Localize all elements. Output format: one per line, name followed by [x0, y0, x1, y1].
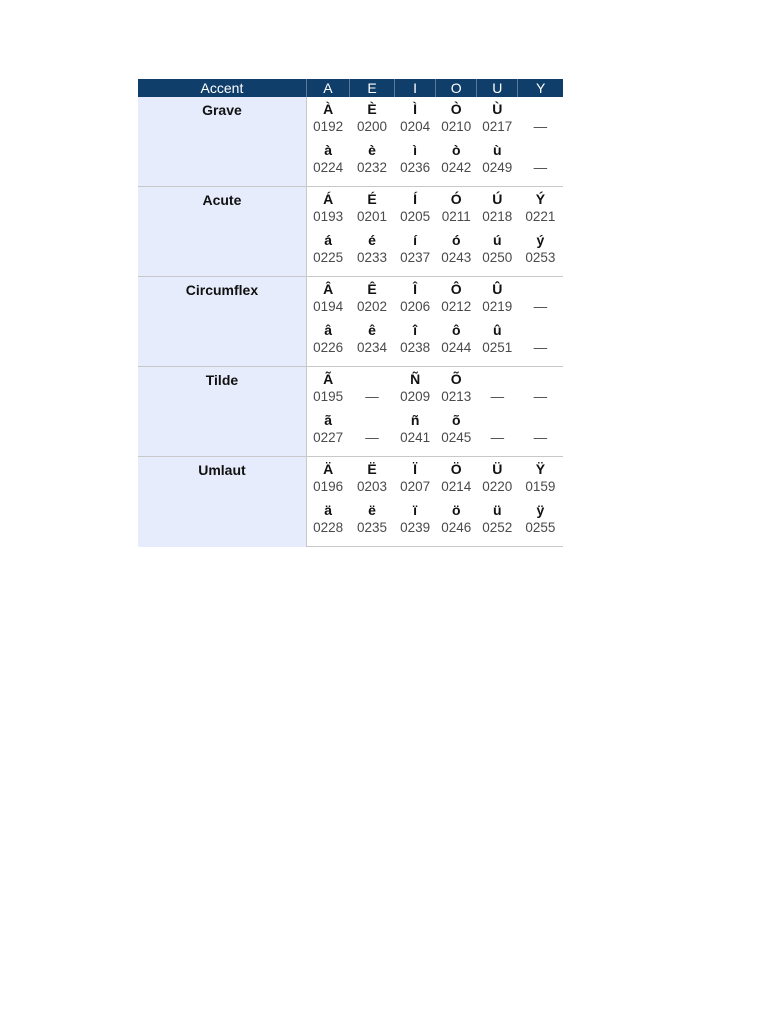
char-cell-a-lower	[306, 322, 349, 367]
alt-code: 0245	[441, 430, 472, 445]
char-cell-y-lower	[518, 502, 563, 547]
char-cell-u-lower	[477, 502, 518, 547]
alt-code: 0205	[400, 209, 431, 224]
char-cell-u-upper	[477, 457, 518, 503]
char-cell-e-lower	[349, 502, 394, 547]
table-body	[138, 97, 563, 547]
char-cell-e-upper	[349, 457, 394, 503]
accented-character: ù	[493, 142, 502, 158]
char-cell-y-lower	[518, 142, 563, 187]
accented-character: Ê	[367, 281, 377, 297]
accented-character	[518, 101, 563, 118]
accented-character: Ü	[492, 461, 503, 477]
alt-code: 0235	[357, 520, 388, 535]
char-cell-o-upper	[436, 367, 477, 413]
char-cell-y-upper	[518, 367, 563, 413]
char-cell-o-upper	[436, 97, 477, 142]
alt-code: 0234	[357, 340, 388, 355]
char-cell-u-lower	[477, 232, 518, 277]
accented-character: Û	[492, 281, 503, 297]
alt-code: 0194	[313, 299, 344, 314]
char-cell-e-lower	[349, 412, 394, 457]
accented-character: Ö	[450, 461, 462, 477]
char-cell-u-upper	[477, 367, 518, 413]
header-y: Y	[518, 79, 563, 97]
char-cell-u-lower	[477, 142, 518, 187]
alt-code: 0246	[441, 520, 472, 535]
alt-code: 0249	[482, 160, 513, 175]
accented-character: î	[413, 322, 418, 338]
accented-character: í	[413, 232, 418, 248]
alt-code: 0238	[400, 340, 431, 355]
alt-code: 0253	[525, 250, 556, 265]
alt-code: 0239	[400, 520, 431, 535]
char-cell-i-upper	[395, 367, 436, 413]
table-row	[138, 277, 563, 323]
alt-code: 0204	[400, 119, 431, 134]
char-cell-i-upper	[395, 97, 436, 142]
alt-code: 0203	[357, 479, 388, 494]
accented-character: ÿ	[536, 502, 545, 518]
table-row	[138, 367, 563, 413]
alt-code: 0252	[482, 520, 513, 535]
accented-character: ï	[413, 502, 418, 518]
alt-code: 0210	[441, 119, 472, 134]
alt-code: 0244	[441, 340, 472, 355]
accented-character	[518, 142, 563, 159]
char-cell-e-upper	[349, 277, 394, 323]
alt-code: 0224	[313, 160, 344, 175]
accented-character: Ý	[535, 191, 546, 207]
accent-name-cell: Tilde	[138, 367, 306, 457]
table-row	[138, 97, 563, 142]
accented-character	[518, 412, 563, 429]
alt-code: 0211	[441, 209, 471, 224]
char-cell-y-lower	[518, 322, 563, 367]
alt-code: 0193	[313, 209, 344, 224]
char-cell-o-lower	[436, 502, 477, 547]
alt-code: 0214	[441, 479, 472, 494]
header-e: E	[349, 79, 394, 97]
char-cell-a-lower	[306, 232, 349, 277]
accented-character: Ã	[323, 371, 334, 387]
accented-character: Ñ	[410, 371, 421, 387]
accented-character: ô	[451, 322, 461, 338]
char-cell-o-lower	[436, 142, 477, 187]
accented-character: à	[324, 142, 333, 158]
char-cell-o-lower	[436, 412, 477, 457]
char-cell-a-lower	[306, 142, 349, 187]
char-cell-u-upper	[477, 187, 518, 233]
alt-code: 0227	[313, 430, 344, 445]
alt-code: —	[490, 430, 505, 445]
alt-code: 0233	[357, 250, 388, 265]
alt-code: 0221	[525, 209, 556, 224]
accented-character: Ú	[492, 191, 503, 207]
char-cell-i-upper	[395, 457, 436, 503]
header-u: U	[477, 79, 518, 97]
alt-code: —	[533, 340, 548, 355]
char-cell-i-upper	[395, 187, 436, 233]
alt-code: 0212	[441, 299, 472, 314]
char-cell-i-upper	[395, 277, 436, 323]
table-row	[138, 187, 563, 233]
accented-character: ó	[451, 232, 461, 248]
accented-character: Î	[413, 281, 418, 297]
alt-code: —	[533, 389, 548, 404]
char-cell-e-lower	[349, 142, 394, 187]
char-cell-a-upper	[306, 367, 349, 413]
accented-character: À	[323, 101, 334, 117]
accented-character: Ò	[450, 101, 462, 117]
alt-code: 0241	[400, 430, 431, 445]
accented-character	[349, 412, 394, 429]
accented-character: Í	[413, 191, 418, 207]
header-accent: Accent	[138, 79, 306, 97]
char-cell-y-upper	[518, 277, 563, 323]
accent-name-cell: Umlaut	[138, 457, 306, 547]
accented-character	[518, 371, 563, 388]
char-cell-o-upper	[436, 277, 477, 323]
accented-character: ñ	[410, 412, 420, 428]
accented-character: Õ	[450, 371, 462, 387]
char-cell-y-upper	[518, 457, 563, 503]
accented-character: Ë	[367, 461, 377, 477]
alt-code: 0237	[400, 250, 431, 265]
accented-character: ü	[493, 502, 502, 518]
alt-code: 0255	[525, 520, 556, 535]
accented-character: Ó	[450, 191, 462, 207]
accented-character: È	[367, 101, 377, 117]
char-cell-i-lower	[395, 322, 436, 367]
accented-character: õ	[451, 412, 461, 428]
accented-character: â	[324, 322, 333, 338]
char-cell-e-upper	[349, 97, 394, 142]
alt-code: —	[533, 160, 548, 175]
alt-code: 0217	[482, 119, 513, 134]
accent-name-cell: Grave	[138, 97, 306, 187]
accented-character: Á	[323, 191, 334, 207]
char-cell-u-lower	[477, 412, 518, 457]
char-cell-a-upper	[306, 457, 349, 503]
alt-code: —	[365, 389, 379, 404]
accented-character: ì	[413, 142, 418, 158]
alt-code: 0218	[482, 209, 513, 224]
alt-code: 0201	[357, 209, 388, 224]
accented-character: É	[367, 191, 377, 207]
char-cell-y-upper	[518, 97, 563, 142]
header-o: O	[436, 79, 477, 97]
table-header-row	[138, 79, 563, 97]
char-cell-e-lower	[349, 232, 394, 277]
accented-character: Ô	[450, 281, 462, 297]
accented-character: Ù	[492, 101, 503, 117]
char-cell-i-lower	[395, 412, 436, 457]
char-cell-i-lower	[395, 142, 436, 187]
alt-code: 0209	[400, 389, 431, 404]
char-cell-y-lower	[518, 232, 563, 277]
header-a: A	[306, 79, 349, 97]
accented-character: ê	[368, 322, 376, 338]
accented-character: Ä	[323, 461, 334, 477]
char-cell-o-upper	[436, 457, 477, 503]
char-cell-o-lower	[436, 232, 477, 277]
alt-code: 0242	[441, 160, 472, 175]
char-cell-i-lower	[395, 232, 436, 277]
table-row	[138, 457, 563, 503]
alt-code: 0200	[357, 119, 388, 134]
alt-code: —	[365, 430, 379, 445]
accented-character: û	[493, 322, 502, 338]
accent-name-cell: Acute	[138, 187, 306, 277]
alt-code: 0196	[313, 479, 344, 494]
char-cell-a-upper	[306, 187, 349, 233]
char-cell-a-upper	[306, 277, 349, 323]
alt-code: 0236	[400, 160, 431, 175]
alt-code: 0251	[482, 340, 513, 355]
char-cell-a-upper	[306, 97, 349, 142]
char-cell-o-upper	[436, 187, 477, 233]
accent-name-cell: Circumflex	[138, 277, 306, 367]
accented-character: é	[368, 232, 376, 248]
char-cell-a-lower	[306, 412, 349, 457]
alt-code: 0226	[313, 340, 344, 355]
accented-character: ý	[536, 232, 545, 248]
alt-code: —	[533, 299, 548, 314]
accented-character: ë	[368, 502, 376, 518]
alt-code: —	[533, 119, 548, 134]
alt-code: 0228	[313, 520, 344, 535]
accented-character: Ì	[413, 101, 418, 117]
char-cell-e-upper	[349, 187, 394, 233]
char-cell-e-upper	[349, 367, 394, 413]
char-cell-i-lower	[395, 502, 436, 547]
alt-code: 0220	[482, 479, 513, 494]
alt-code: 0219	[482, 299, 513, 314]
accented-character	[349, 371, 394, 388]
char-cell-y-lower	[518, 412, 563, 457]
alt-code: 0202	[357, 299, 388, 314]
char-cell-o-lower	[436, 322, 477, 367]
alt-code: 0243	[441, 250, 472, 265]
accented-character: Ï	[413, 461, 418, 477]
accented-character: ã	[324, 412, 333, 428]
accented-character	[518, 281, 563, 298]
accented-character	[477, 412, 518, 429]
char-cell-u-upper	[477, 277, 518, 323]
accented-character: ä	[324, 502, 333, 518]
alt-code: 0232	[357, 160, 388, 175]
accent-alt-code-table	[138, 79, 563, 547]
accented-character: ö	[451, 502, 461, 518]
char-cell-u-upper	[477, 97, 518, 142]
alt-code: 0206	[400, 299, 431, 314]
alt-code: 0192	[313, 119, 344, 134]
header-i: I	[395, 79, 436, 97]
accented-character: Ÿ	[535, 461, 546, 477]
alt-code: 0159	[525, 479, 556, 494]
accented-character: Â	[323, 281, 334, 297]
alt-code: 0250	[482, 250, 513, 265]
accented-character: è	[368, 142, 376, 158]
char-cell-a-lower	[306, 502, 349, 547]
alt-code: —	[490, 389, 505, 404]
alt-code: 0207	[400, 479, 431, 494]
accented-character: ò	[451, 142, 461, 158]
accented-character: á	[324, 232, 333, 248]
alt-code: —	[533, 430, 548, 445]
accented-character	[477, 371, 518, 388]
accented-character	[518, 322, 563, 339]
accented-character: ú	[493, 232, 502, 248]
alt-code: 0213	[441, 389, 472, 404]
alt-code: 0225	[313, 250, 344, 265]
alt-code: 0195	[313, 389, 344, 404]
char-cell-y-upper	[518, 187, 563, 233]
char-cell-e-lower	[349, 322, 394, 367]
char-cell-u-lower	[477, 322, 518, 367]
